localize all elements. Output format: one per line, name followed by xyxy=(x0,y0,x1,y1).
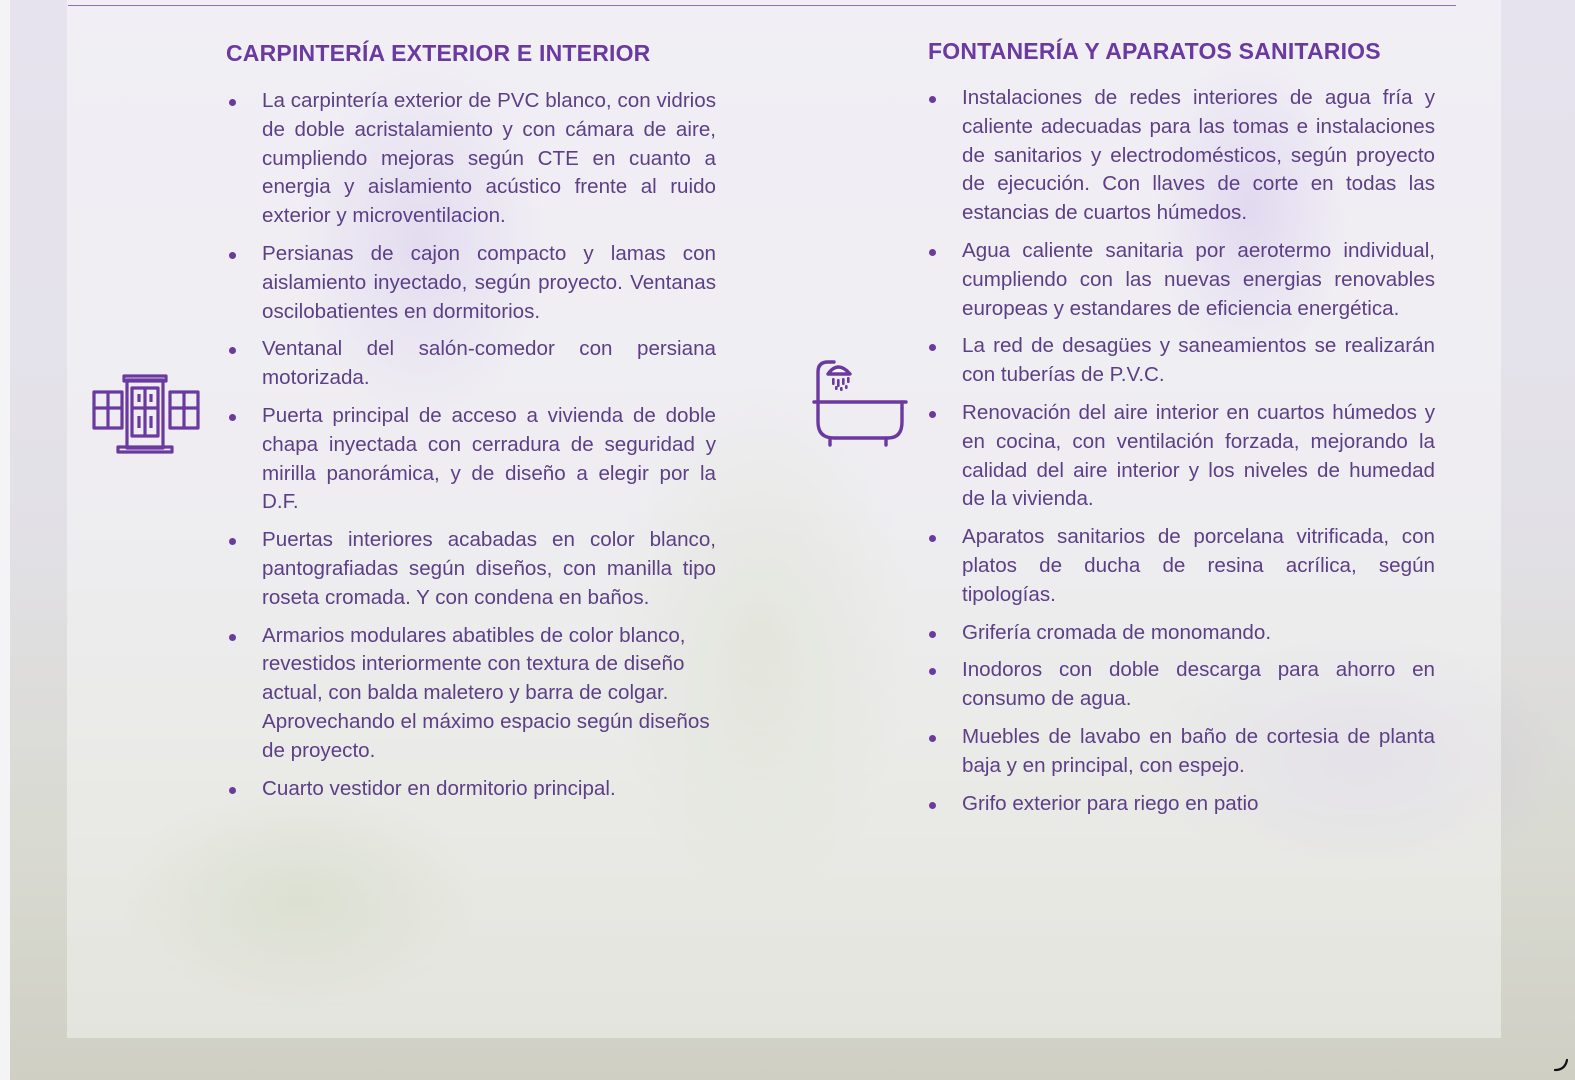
left-section-title: CARPINTERÍA EXTERIOR E INTERIOR xyxy=(226,40,651,66)
list-item: Ventanal del salón-comedor con persiana motorizada. xyxy=(262,335,716,393)
left-edge-bar xyxy=(0,0,10,1080)
list-item: Aparatos sanitarios de porcelana vitrificada, con platos de ducha de resina acrílica, según tipologías. xyxy=(962,523,1435,609)
list-item: Puerta principal de acceso a vivienda de doble chapa inyectada con cerradura de seguridad y mirilla panorámica, y de diseño a elegir por la D.F. xyxy=(262,402,716,517)
list-item: Grifería cromada de monomando. xyxy=(962,619,1435,648)
list-item: Muebles de lavabo en baño de cortesia de planta baja y en principal, con espejo. xyxy=(962,723,1435,781)
right-bullet-list xyxy=(962,84,1435,827)
right-section-title: FONTANERÍA Y APARATOS SANITARIOS xyxy=(928,38,1381,64)
list-item: Renovación del aire interior en cuartos húmedos y en cocina, con ventilación forzada, mejorando la calidad del aire interior y los niveles de humedad de la vivienda. xyxy=(962,399,1435,514)
left-bullet-list xyxy=(262,87,716,812)
list-item: La carpintería exterior de PVC blanco, con vidrios de doble acristalamiento y con cámara de aire, cumpliendo mejoras según CTE en cuanto a energia y aislamiento acústico frente al ruido exterior y microventilacion. xyxy=(262,87,716,231)
building-windows-icon xyxy=(90,372,202,454)
top-divider xyxy=(68,5,1456,6)
list-item: Cuarto vestidor en dormitorio principal. xyxy=(262,775,716,804)
list-item: Agua caliente sanitaria por aerotermo individual, cumpliendo con las nuevas energias renovables europeas y estandares de eficiencia energética. xyxy=(962,237,1435,323)
list-item: Armarios modulares abatibles de color blanco, revestidos interiormente con textura de diseño actual, con balda maletero y barra de colgar. Aprovechando el máximo espacio según diseños de proyecto. xyxy=(262,622,716,766)
bathtub-shower-icon xyxy=(812,356,908,448)
corner-curl-icon xyxy=(1553,1056,1569,1072)
list-item: Instalaciones de redes interiores de agua fría y caliente adecuadas para las tomas e instalaciones de sanitarios y electrodomésticos, según proyecto de ejecución. Con llaves de corte en todas las estancias de cuartos húmedos. xyxy=(962,84,1435,228)
list-item: Persianas de cajon compacto y lamas con aislamiento inyectado, según proyecto. Ventanas oscilobatientes en dormitorios. xyxy=(262,240,716,326)
list-item: Puertas interiores acabadas en color blanco, pantografiadas según diseños, con manilla tipo roseta cromada. Y con condena en baños. xyxy=(262,526,716,612)
list-item: Inodoros con doble descarga para ahorro en consumo de agua. xyxy=(962,656,1435,714)
list-item: Grifo exterior para riego en patio xyxy=(962,790,1435,819)
list-item: La red de desagües y saneamientos se realizarán con tuberías de P.V.C. xyxy=(962,332,1435,390)
